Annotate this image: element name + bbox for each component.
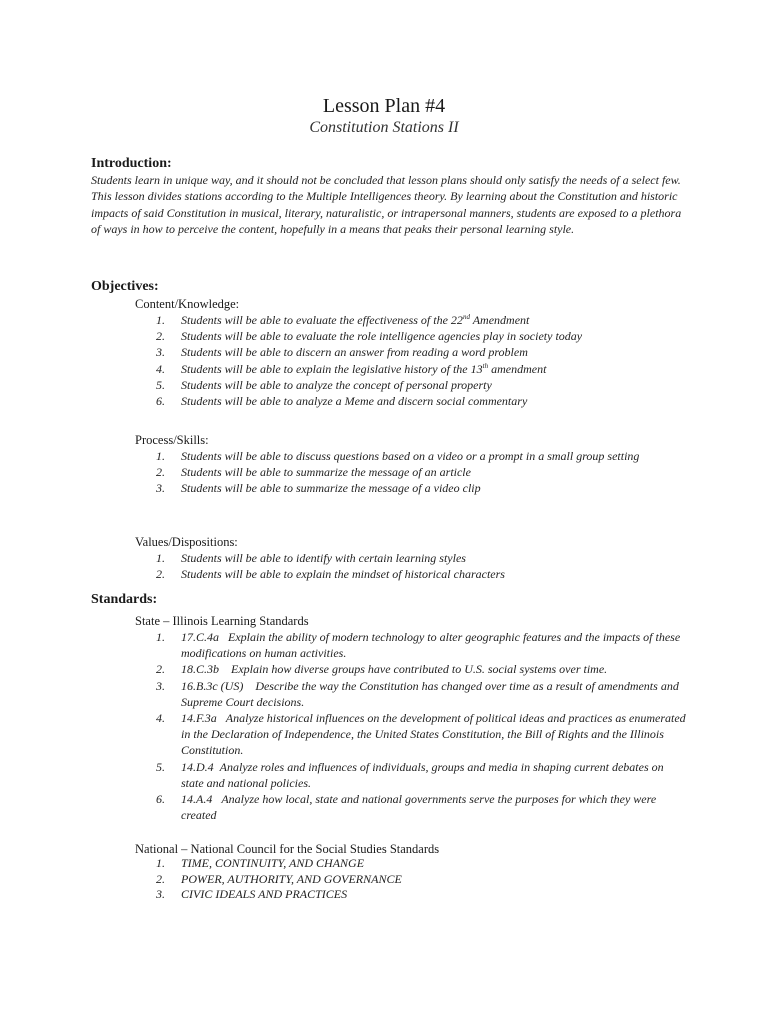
list-item (156, 328, 686, 344)
list-item (156, 759, 686, 791)
list-item-text: Students will be able to explain the legislative history of the 13 (181, 361, 483, 376)
page-title: Lesson Plan #4 (322, 95, 446, 117)
list-item-number: 5. (156, 377, 165, 392)
list-item-number: 3. (156, 887, 165, 901)
list-item-number: 2. (156, 871, 165, 886)
list-item (156, 791, 686, 823)
list-item (156, 393, 686, 409)
list-item-text: Students will be able to identify with certain learning styles (181, 551, 466, 565)
list-item-number: 2. (156, 662, 165, 677)
list-item (156, 661, 686, 677)
state-standards-list (156, 629, 686, 823)
list-item (156, 448, 686, 464)
process-skills-list (156, 448, 686, 497)
list-item-text: 14.D.4 Analyze roles and influences of individuals, groups and media in shaping current debates on state and national policies. (181, 759, 664, 790)
list-item-number: 2. (156, 567, 165, 582)
list-item-number: 6. (156, 792, 165, 807)
list-item-text: Students will be able to discuss questions based on a video or a prompt in a small group setting (181, 449, 640, 463)
process-skills-label: Process/Skills: (135, 433, 209, 447)
list-item-number: 4. (156, 361, 165, 376)
list-item (156, 464, 686, 480)
list-item (156, 872, 686, 888)
list-item-text: Students will be able to evaluate the effectiveness of the 22 (181, 313, 463, 327)
list-item (156, 678, 686, 710)
national-standards-label: National – National Council for the Social Studies Standards (135, 842, 440, 856)
list-item (156, 887, 686, 903)
list-item-number: 1. (156, 630, 165, 644)
list-item-text: Students will be able to summarize the message of a video clip (181, 481, 481, 496)
list-item-number: 4. (156, 711, 165, 726)
list-item-text: Students will be able to explain the mindset of historical characters (181, 567, 505, 582)
list-item-text: 17.C.4a Explain the ability of modern technology to alter geographic features and the impacts of these modifications on human activities. (181, 630, 681, 661)
list-item-text: TIME, CONTINUITY, AND CHANGE (181, 856, 365, 870)
content-knowledge-label: Content/Knowledge: (135, 297, 240, 311)
list-item (156, 629, 686, 661)
list-item-text: 16.B.3c (US) Describe the way the Constitution has changed over time as a result of amendments and Supreme Court decisions. (181, 678, 679, 709)
list-item-number: 2. (156, 329, 165, 344)
list-item-text-tail: amendment (488, 361, 547, 376)
state-standards-label: State – Illinois Learning Standards (135, 614, 309, 628)
list-item-number: 1. (156, 449, 165, 463)
introduction-text: Students learn in unique way, and it should not be concluded that lesson plans should only satisfy the needs of a select few. This lesson divides stations according to the Multiple Intelligences theory. By learning about the Constitution and historic impacts of said Constitution in musical, literary, naturalistic, or intrapersonal manners, students are exposed to a plethora of ways in how to perceive the content, hopefully in a means that peaks their personal learning style. (91, 173, 682, 237)
list-item-number: 6. (156, 394, 165, 409)
page-subtitle: Constitution Stations II (309, 119, 459, 136)
list-item (156, 710, 686, 759)
objectives-heading: Objectives: (91, 279, 159, 294)
list-item-number: 2. (156, 465, 165, 480)
list-item-text: POWER, AUTHORITY, AND GOVERNANCE (181, 871, 402, 886)
list-item (156, 344, 686, 360)
list-item-text: 18.C.3b Explain how diverse groups have contributed to U.S. social systems over time. (181, 662, 608, 677)
list-item-number: 1. (156, 551, 165, 565)
list-item (156, 312, 686, 328)
list-item-text: Students will be able to analyze a Meme and discern social commentary (181, 394, 528, 409)
list-item-text: CIVIC IDEALS AND PRACTICES (181, 887, 348, 901)
list-item-text-tail: Amendment (469, 313, 530, 327)
national-standards-list (156, 856, 686, 903)
list-item-number: 1. (156, 856, 165, 870)
values-dispositions-list (156, 550, 686, 582)
list-item-text: 14.F.3a Analyze historical influences on the development of political ideas and practices as enumerated in the Declaration of Independence, the United States Constitution, the Bill of Rights and the Illinois Constitution. (181, 711, 686, 758)
list-item (156, 480, 686, 496)
content-knowledge-list (156, 312, 686, 409)
list-item-text: Students will be able to evaluate the role intelligence agencies play in society today (181, 329, 583, 344)
list-item-number: 3. (156, 481, 165, 496)
list-item (156, 361, 686, 377)
values-dispositions-label: Values/Dispositions: (135, 535, 238, 549)
standards-heading: Standards: (91, 592, 158, 607)
list-item-number: 1. (156, 313, 165, 327)
list-item (156, 550, 686, 566)
list-item (156, 856, 686, 872)
list-item-number: 3. (156, 345, 165, 360)
list-item (156, 377, 686, 393)
ordinal-suffix: nd (462, 313, 470, 321)
list-item-text: Students will be able to summarize the message of an article (181, 465, 471, 480)
introduction-heading: Introduction: (91, 156, 172, 171)
list-item-number: 3. (156, 678, 165, 693)
list-item-text: Students will be able to discern an answer from reading a word problem (181, 345, 528, 360)
list-item-number: 5. (156, 759, 165, 774)
list-item (156, 566, 686, 582)
ordinal-suffix: th (482, 361, 489, 370)
list-item-text: 14.A.4 Analyze how local, state and national governments serve the purposes for which they were created (181, 792, 657, 823)
list-item-text: Students will be able to analyze the concept of personal property (181, 377, 492, 392)
